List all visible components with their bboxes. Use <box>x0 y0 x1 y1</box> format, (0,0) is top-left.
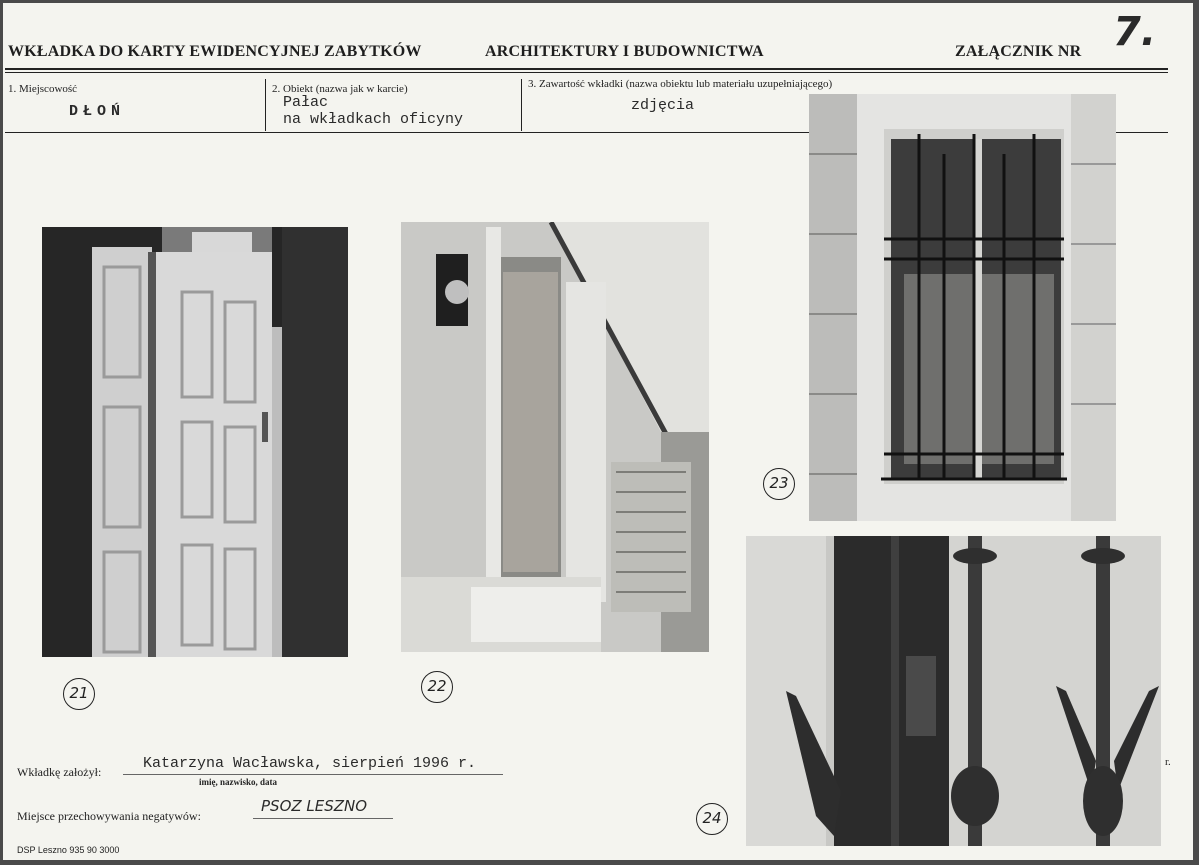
negatives-value: PSOZ LESZNO <box>261 797 368 815</box>
photo-door <box>42 227 348 657</box>
object-line-1: Pałac <box>283 94 329 111</box>
contents-label: 3. Zawartość wkładki (nazwa obiektu lub materiału uzupełniającego) <box>528 78 833 90</box>
negatives-dotted-line <box>253 818 393 819</box>
stray-r: r. <box>1165 756 1171 768</box>
photo-window-grille <box>809 94 1116 521</box>
place-value: DŁOŃ <box>69 103 126 120</box>
founder-value: Katarzyna Wacławska, sierpień 1996 r. <box>143 755 477 772</box>
photo-number-23: 23 <box>763 468 795 500</box>
photo-number-22: 22 <box>421 671 453 703</box>
field-divider-1 <box>265 79 266 131</box>
header-rule <box>5 68 1168 70</box>
photo-number-24: 24 <box>696 803 728 835</box>
object-line-2: na wkładkach oficyny <box>283 111 464 128</box>
founder-dotted-line <box>123 774 503 775</box>
founder-label: Wkładkę założył: <box>17 765 102 779</box>
photo-bathroom <box>401 222 709 652</box>
annex-number: 7. <box>1113 9 1157 55</box>
negatives-label: Miejsce przechowywania negatywów: <box>17 809 201 823</box>
annex-label: ZAŁĄCZNIK NR <box>955 43 1082 60</box>
place-label: 1. Miejscowość <box>8 83 78 95</box>
founder-hint: imię, nazwisko, data <box>199 777 278 787</box>
photo-grille-detail <box>746 536 1161 846</box>
card-title-right: ARCHITEKTURY I BUDOWNICTWA <box>485 43 764 60</box>
photo-number-21: 21 <box>63 678 95 710</box>
field-divider-2 <box>521 79 522 131</box>
object-label: 2. Obiekt (nazwa jak w karcie) <box>272 83 408 95</box>
printer-imprint: DSP Leszno 935 90 3000 <box>17 845 120 855</box>
contents-value: zdjęcia <box>631 97 695 114</box>
card-title-left: WKŁADKA DO KARTY EWIDENCYJNEJ ZABYTKÓW <box>8 43 422 60</box>
header-rule-thin <box>5 72 1168 73</box>
inventory-card <box>3 3 1193 860</box>
